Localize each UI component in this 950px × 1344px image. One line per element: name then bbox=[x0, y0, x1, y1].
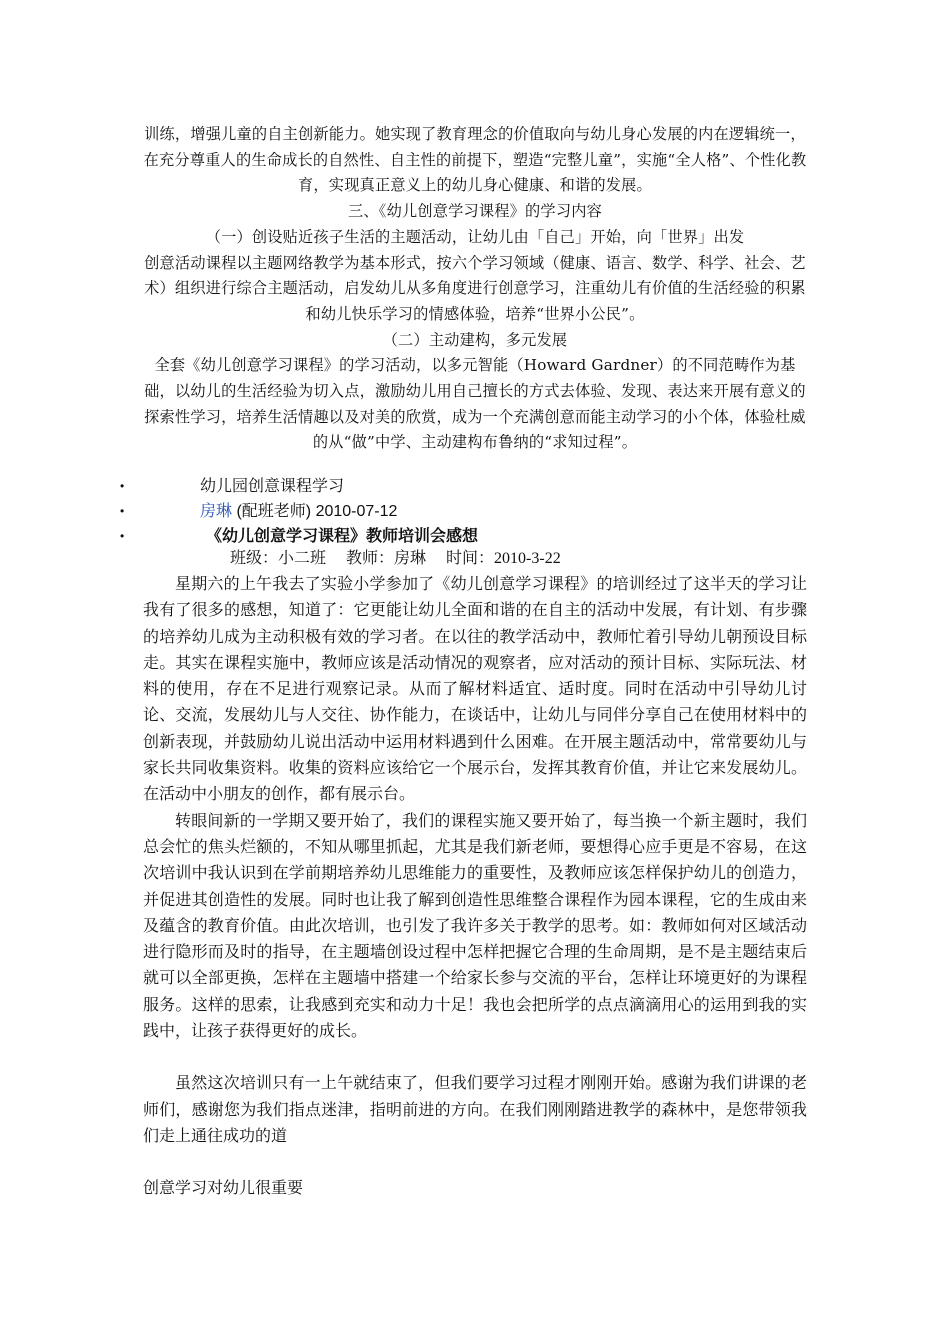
intro-paragraph: 训练，增强儿童的自主创新能力。她实现了教育理念的价值取向与幼儿身心发展的内在逻辑统一，在充分尊重人的生命成长的自然性、自主性的前提下，塑造“完整儿童”，实施“全人格”、个性化教育，实现真正意义上的幼儿身心健康、和谐的发展。 bbox=[143, 125, 807, 195]
author-line bbox=[200, 499, 397, 524]
post-title: 《幼儿创意学习课程》教师培训会感想 bbox=[206, 528, 479, 545]
category-label: 幼儿园创意课程学习 bbox=[200, 478, 345, 495]
body-paragraph: 转眼间新的一学期又要开始了，我们的课程实施又要开始了，每当换一个新主题时，我们总会忙的焦头烂额的，不知从哪里抓起，尤其是我们新老师，要想得心应手更是不容易，在这次培训中我认识到在学前期培养幼儿思维能力的重要性，及教师应该怎样保护幼儿的创造力，并促进其创造性的发展。同时也让我了解到创造性思维整合课程作为园本课程，它的生成由来及蕴含的教育价值。由此次培训，也引发了我许多关于教学的思考。如：教师如何对区域活动进行隐形而及时的指导，在主题墙创设过程中怎样把握它合理的生命周期，是不是主题结束后就可以全部更换，怎样在主题墙中搭建一个给家长参与交流的平台，怎样让环境更好的为课程服务。这样的思索，让我感到充实和动力十足！我也会把所学的点点滴滴用心的运用到我的实践中，让孩子获得更好的成长。 bbox=[143, 812, 807, 1041]
teacher-info: 教师：房琳 bbox=[346, 550, 427, 567]
list-item bbox=[120, 499, 820, 524]
post-meta bbox=[230, 547, 561, 571]
body-paragraph: 虽然这次培训只有一上午就结束了，但我们要学习过程才刚刚开始。感谢为我们讲课的老师们，感谢您为我们指点迷津，指明前进的方向。在我们刚刚踏进教学的森林中，是您带领我们走上通往成功的道 bbox=[143, 1075, 807, 1145]
bullet-icon: • bbox=[120, 479, 125, 493]
author-role-date: (配班老师) 2010-07-12 bbox=[232, 503, 398, 520]
subheading-2: （二）主动建构，多元发展 bbox=[382, 330, 568, 349]
post-header-list bbox=[120, 474, 820, 549]
curriculum-section bbox=[143, 122, 807, 456]
bullet-icon: • bbox=[120, 504, 125, 518]
paragraph-themes: 创意活动课程以主题网络教学为基本形式，按六个学习领域（健康、语言、数学、科学、社会、艺术）组织进行综合主题活动，启发幼儿从多角度进行创意学习，注重幼儿有价值的生活经验的积累和幼儿快乐学习的情感体验，培养“世界小公民”。 bbox=[144, 253, 806, 323]
closing-line: 创意学习对幼儿很重要 bbox=[143, 1180, 304, 1198]
section-heading: 三、《幼儿创意学习课程》的学习内容 bbox=[348, 202, 602, 221]
time-info: 时间：2010-3-22 bbox=[446, 550, 561, 567]
post-body bbox=[143, 572, 807, 1203]
subheading-1: （一）创设贴近孩子生活的主题活动，让幼儿由「自己」开始，向「世界」出发 bbox=[205, 227, 745, 246]
bullet-icon: • bbox=[120, 529, 125, 543]
paragraph-multiple-intelligences: 全套《幼儿创意学习课程》的学习活动，以多元智能（Howard Gardner）的不同范畴作为基础，以幼儿的生活经验为切入点，激励幼儿用自己擅长的方式去体验、发现、表达来开展有意义的探索性学习，培养生活情趣以及对美的欣赏，成为一个充满创意而能主动学习的小个体，体验杜威的从“做”中学、主动建构布鲁纳的“求知过程”。 bbox=[144, 356, 806, 452]
list-item bbox=[120, 474, 820, 499]
author-link[interactable]: 房琳 bbox=[200, 503, 233, 520]
class-info: 班级：小二班 bbox=[230, 550, 327, 567]
list-item bbox=[120, 524, 820, 549]
body-paragraph: 星期六的上午我去了实验小学参加了《幼儿创意学习课程》的培训经过了这半天的学习让我有了很多的感想，知道了：它更能让幼儿全面和谐的在自主的活动中发展，有计划、有步骤的培养幼儿成为主动积极有效的学习者。在以往的教学活动中，教师忙着引导幼儿朝预设目标走。其实在课程实施中，教师应该是活动情况的观察者，应对活动的预计目标、实际玩法、材料的使用，存在不足进行观察记录。从而了解材料适宜、适时度。同时在活动中引导幼儿讨论、交流，发展幼儿与人交往、协作能力，在谈话中，让幼儿与同伴分享自己在使用材料中的创新表现，并鼓励幼儿说出活动中运用材料遇到什么困难。在开展主题活动中，常常要幼儿与家长共同收集资料。收集的资料应该给它一个展示台，发挥其教育价值，并让它来发展幼儿。在活动中小朋友的创作，都有展示台。 bbox=[143, 576, 807, 804]
